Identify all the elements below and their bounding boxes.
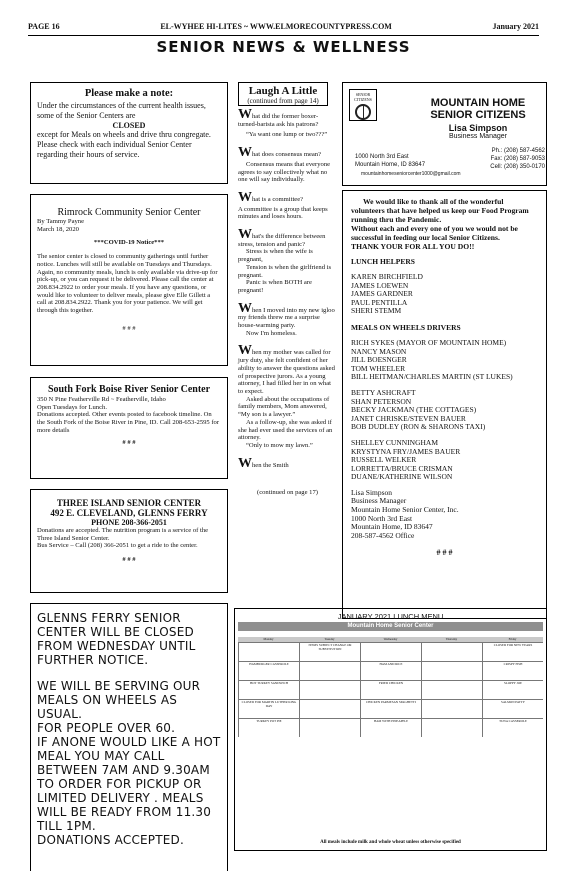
calendar-day-header: Monday: [263, 637, 274, 641]
driver-name: BETTY ASHCRAFT: [351, 387, 416, 397]
calendar-cell: SLOPPY JOE: [482, 681, 543, 699]
meals-wheels-title: MEALS ON WHEELS DRIVERS: [351, 322, 461, 332]
driver-name: SHELLEY CUNNINGHAM: [351, 437, 439, 447]
calendar-days: [238, 637, 543, 642]
south-fork-end: # # #: [122, 438, 136, 446]
lunch-menu-calendar: [234, 608, 547, 851]
calendar-cell: HOT TURKEY SANDWICH: [238, 681, 299, 699]
note-box: [30, 82, 228, 184]
calendar-cell: [421, 662, 482, 680]
newspaper-page: [20, 18, 547, 853]
glenns-line-6: MEALS ON WHEELS AS USUAL.: [37, 693, 178, 721]
calendar-week: [238, 680, 543, 699]
lunch-helper-name: JAMES GARDNER: [351, 289, 413, 299]
south-fork-box: [30, 377, 228, 479]
calendar-cell: CLOSED FOR MARTIN LUTHER KING DAY: [238, 700, 299, 718]
driver-name: BOB DUDLEY (RON & SHARONS TAXI): [351, 422, 486, 432]
note-closed: CLOSED: [112, 121, 146, 130]
mh-phone: Ph.: (208) 587-4562: [491, 148, 545, 154]
calendar-cell: HAM AND RICE: [360, 662, 421, 680]
driver-list-2: [351, 389, 538, 432]
driver-list-3: [351, 439, 538, 482]
calendar-day-header: Friday: [508, 637, 517, 641]
laugh-heading-box: [238, 82, 328, 106]
mh-name-line-1: MOUNTAIN HOME: [430, 97, 526, 109]
calendar-cell: [299, 700, 360, 718]
mountain-home-card: [342, 82, 547, 186]
thanks-intro: We would like to thank all of the wonderful volunteers that have helped us keep our Food Program running thru the Pandemic.: [351, 197, 529, 224]
driver-name: KRYSTYNA FRY/JAMES BAUER: [351, 446, 461, 456]
glenns-line-7: FOR PEOPLE OVER 60.: [37, 721, 176, 735]
calendar-footer: All meals include milk and whole wheat unless otherwise specified: [320, 840, 461, 845]
glenns-line-11: TO ORDER FOR PICKUP OR: [37, 777, 202, 791]
south-fork-address: 350 N Pine Featherville Rd ~ Featherville, Idaho: [37, 396, 166, 403]
mh-address-1: 1000 North 3rd East: [355, 154, 409, 160]
calendar-day-header: Wednesday: [383, 637, 398, 641]
signature-line: Business Manager: [351, 496, 407, 506]
glenns-line-15: DONATIONS ACCEPTED.: [37, 833, 185, 847]
calendar-cell: CHICKEN PARMESAN SPAGHETTI: [360, 700, 421, 718]
three-island-end: # # #: [122, 556, 136, 564]
driver-list-1: [351, 339, 538, 382]
rimrock-end: # # #: [122, 324, 136, 332]
laugh-title: Laugh A Little: [248, 85, 318, 97]
lunch-helper-name: KAREN BIRCHFIELD: [351, 272, 423, 281]
glenns-line-10: BETWEEN 7AM AND 9.30AM: [37, 763, 210, 777]
note-line-1: Under the circumstances of the current health issues, some of the Senior Centers are: [37, 101, 206, 120]
three-island-box: [30, 489, 228, 593]
three-island-bus: Bus Service – Call (208) 366-2051 to get a ride to the center.: [37, 542, 198, 550]
calendar-cell: CRISPY FISH: [482, 662, 543, 680]
glenns-line-2: CENTER WILL BE CLOSED: [37, 625, 194, 639]
driver-name: NANCY MASON: [351, 346, 407, 356]
south-fork-body: Donations accepted. Other events posted to facebook timeline. On the South Fork of the Boise River in Pine, ID. Call 208-653-2595 for more details: [37, 411, 220, 434]
signature-line: Mountain Home, ID 83647: [351, 522, 433, 532]
calendar-cell: CLOSED FOR NEW YEARS: [482, 643, 543, 661]
thanks-intro-2: Without each and every one of you we would not be successful in feeding our local Senior Citizens.: [351, 224, 518, 242]
calendar-cell: TURKEY POT PIE: [238, 719, 299, 737]
mh-fax: Fax: (208) 587-9053: [490, 156, 545, 162]
calendar-cell: [421, 700, 482, 718]
driver-name: RUSSELL WELKER: [351, 455, 417, 465]
signature-line: 208-587-4562 Office: [351, 530, 415, 540]
calendar-cell: [421, 719, 482, 737]
mh-address-2: Mountain Home, ID 83647: [355, 162, 426, 168]
driver-name: JANET CHRISKE/STEVEN BAUER: [351, 413, 466, 423]
glenns-line-3: FROM WEDNESDAY UNTIL: [37, 639, 196, 653]
page-header: [28, 22, 539, 36]
calendar-cell: [360, 643, 421, 661]
calendar-cell: [299, 719, 360, 737]
laugh-subtitle: (continued from page 14): [247, 97, 319, 105]
driver-name: LORRETTA/BRUCE CRISMAN: [351, 463, 453, 473]
glenns-line-13: WILL BE READY FROM 11.30: [37, 805, 212, 819]
three-island-title: THREE ISLAND SENIOR CENTER: [56, 498, 202, 508]
thanks-end: # # #: [436, 548, 453, 558]
calendar-week: [238, 642, 543, 661]
three-island-body: Donations are accepted. The nutrition program is a service of the Three Island Senior Center.: [37, 527, 209, 542]
publication-name: EL-WYHEE HI-LITES ~ WWW.ELMORECOUNTYPRESS.COM: [160, 22, 392, 31]
mh-name-line-2: SENIOR CITIZENS: [430, 109, 526, 121]
calendar-day-header: Tuesday: [324, 637, 335, 641]
rimrock-notice: ***COVID-19 Notice***: [93, 239, 165, 247]
calendar-cell: [421, 643, 482, 661]
three-island-phone: PHONE 208-366-2051: [91, 518, 167, 527]
lunch-helper-name: JAMES LOEWEN: [351, 280, 409, 290]
calendar-grid: [238, 637, 543, 846]
calendar-cell: [299, 681, 360, 699]
calendar-cell: TUNA CASSEROLE: [482, 719, 543, 737]
glenns-line-8: IF ANONE WOULD LIKE A HOT: [37, 735, 221, 749]
driver-name: TOM WHEELER: [351, 363, 406, 373]
lunch-helper-name: PAUL PENTILLA: [351, 297, 408, 307]
note-line-3: Please check with each individual Senior Center regarding their hours of service.: [37, 140, 192, 159]
rimrock-body: The senior center is closed to community gatherings until further notice. Lunches will still be available on Tuesdays and Thursdays. Again, no community meals, lunch is only available via drive-up for pick-up, or you can request it be delivered. Please call the center at 208.834.2922 to order your meals. If you have any questions, or would like to volunteer to deliver meals, please give Elle Gillett a call at 208.834.2922. Thank you for your patience. We will get through this together.: [37, 253, 218, 315]
glenns-ferry-box: [30, 603, 228, 871]
south-fork-hours: Open Tuesdays for Lunch.: [37, 403, 107, 411]
section-title: SENIOR NEWS & WELLNESS: [156, 38, 411, 56]
note-title: Please make a note:: [84, 88, 174, 99]
rimrock-author: By Tammy Payne: [37, 218, 85, 225]
driver-name: JILL BOESNGER: [351, 355, 407, 365]
calendar-cell: [421, 681, 482, 699]
page-number: PAGE 16: [28, 22, 60, 31]
thanks-intro-3: THANK YOUR FOR ALL YOU DO!!: [351, 242, 475, 251]
glenns-line-4: FURTHER NOTICE.: [37, 653, 149, 667]
mh-person: Lisa Simpson: [448, 123, 508, 133]
mh-email: mountainhomeseniorcenter1000@gmail.com: [361, 171, 461, 177]
rimrock-date: March 18, 2020: [37, 225, 79, 233]
calendar-week: [238, 661, 543, 680]
signature-block: [351, 489, 538, 541]
driver-name: BECKY JACKMAN (THE COTTAGES): [351, 405, 477, 415]
driver-name: RICH SYKES (MAYOR OF MOUNTAIN HOME): [351, 337, 507, 347]
driver-name: DUANE/KATHERINE WILSON: [351, 472, 453, 482]
calendar-cell: ITEMS SUBJECT CHANGE OR SUBSTITUTION: [299, 643, 360, 661]
glenns-line-14: TILL 1PM.: [37, 819, 96, 833]
calendar-title: JANUARY 2021 LUNCH MENU: [337, 612, 444, 621]
driver-name: SHAN PETERSON: [351, 396, 412, 406]
note-line-2: except for Meals on wheels and drive thru congregate.: [37, 130, 211, 139]
mh-cell: Cell: (208) 350-0170: [490, 164, 545, 170]
driver-name: BILL HEITMAN/CHARLES MARTIN (ST LUKES): [351, 372, 513, 382]
signature-line: Mountain Home Senior Center, Inc.: [351, 505, 459, 515]
calendar-cell: HAMBURGER CASSEROLE: [238, 662, 299, 680]
south-fork-title: South Fork Boise River Senior Center: [47, 384, 211, 395]
issue-date: January 2021: [492, 22, 539, 31]
laugh-jokes: What did the former boxer-turned-barista ask his patrons? “Ya want one lump or two???” What does consensus mean? Consensus means that everyone agrees to say collectively what no one will say individually. What is a committee? A committee is a group that keeps minutes and loses hours. What's the difference between stress, tension and panic? Stress is when the wife is pregnant, Tension is when the girlfriend is pregnant. Panic is when BOTH are pregnant! When I moved into my new igloo my friends threw me a surprise house-warming party. Now I'm homeless. When my mother was called for jury duty, she felt confident of her ability to answer the questions asked of prospective jurors. As a young attorney, I had filled her in on what to expect. Asked about the occupations of family members, Mom answered, “My son is a lawyer.” As a follow-up, she was asked if she had ever used the services of an attorney. “Only to mow my lawn.” When the Smith (continued on page 17): [238, 107, 335, 497]
calendar-subtitle: Mountain Home Senior Center: [238, 622, 543, 631]
calendar-day-header: Thursday: [445, 637, 458, 641]
lunch-helper-name: SHERI STEMM: [351, 306, 402, 316]
calendar-cell: FRIED CHICKEN: [360, 681, 421, 699]
calendar-week: [238, 699, 543, 718]
glenns-line-1: GLENNS FERRY SENIOR: [37, 611, 181, 625]
glenns-line-5: WE WILL BE SERVING OUR: [37, 679, 201, 693]
mh-role: Business Manager: [449, 133, 507, 140]
signature-line: 1000 North 3rd East: [351, 513, 413, 523]
lunch-helpers-title: LUNCH HELPERS: [351, 257, 415, 266]
calendar-cell: [299, 662, 360, 680]
calendar-week: [238, 718, 543, 737]
senior-citizens-logo: SENIOR CITIZENS: [349, 89, 377, 121]
calendar-cell: [238, 643, 299, 661]
calendar-cell: HAM WITH PINEAPPLE: [360, 719, 421, 737]
glenns-line-12: LIMITED DELIVERY . MEALS: [37, 791, 204, 805]
three-island-address: 492 E. CLEVELAND, GLENNS FERRY: [50, 508, 208, 518]
rimrock-box: [30, 194, 228, 366]
glenns-line-9: MEAL YOU MAY CALL: [37, 749, 165, 763]
lunch-helper-list: [351, 273, 538, 316]
rimrock-title: Rimrock Community Senior Center: [57, 207, 201, 218]
calendar-cell: SALMON PATTY: [482, 700, 543, 718]
volunteer-thanks-box: [342, 190, 547, 619]
signature-line: Lisa Simpson: [351, 487, 393, 497]
